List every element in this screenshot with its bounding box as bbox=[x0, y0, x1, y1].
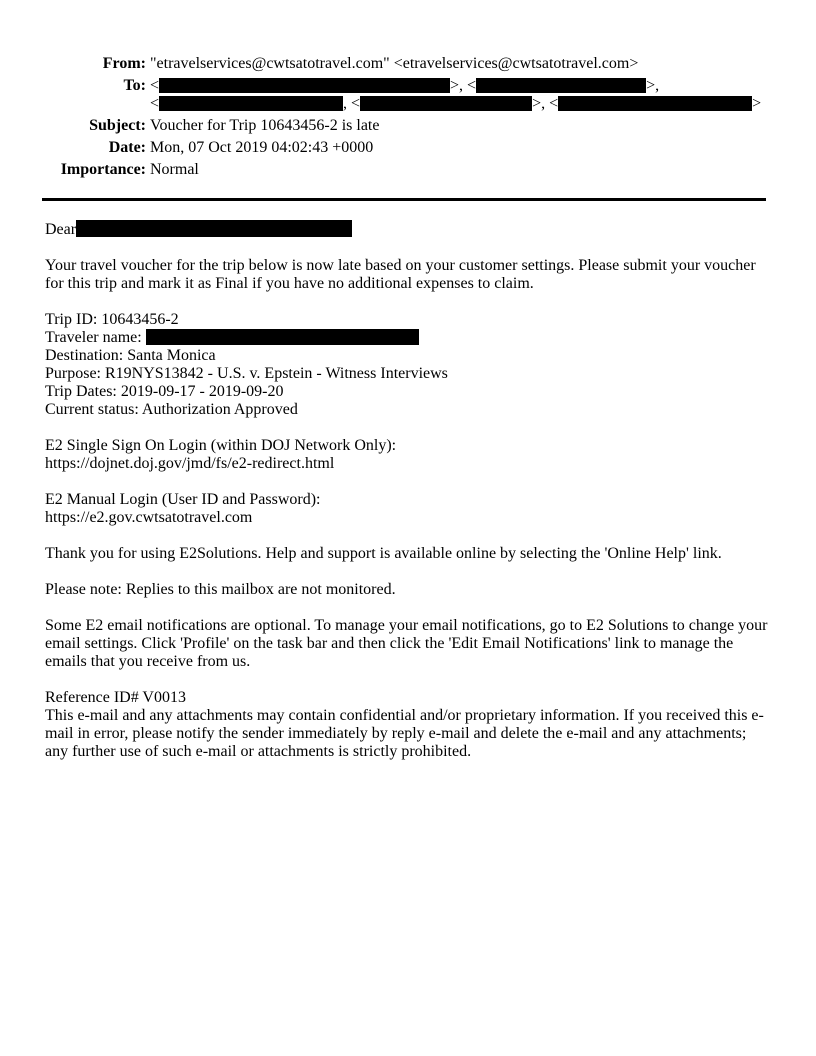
text-segment: >, < bbox=[450, 77, 477, 94]
text-segment: < bbox=[150, 95, 160, 112]
notifications-paragraph: Some E2 email notifications are optional. To manage your email notifications, go to E2 Solutions to change your email settings. Click 'Profile' on the task bar and then click the 'Edit Email Notifications' link to manage the emails that you receive from us. bbox=[45, 617, 768, 670]
date-label: Date: bbox=[108, 139, 146, 156]
greeting bbox=[45, 220, 771, 239]
header-row-to bbox=[40, 77, 816, 113]
thanks-line: Thank you for using E2Solutions. Help and support is available online by selecting the 'Online Help' link. bbox=[45, 545, 722, 562]
date-value: Mon, 07 Oct 2019 04:02:43 +0000 bbox=[150, 139, 374, 156]
disclaimer: This e-mail and any attachments may contain confidential and/or proprietary information. If you received this e- mail in error, please notify the sender immediately by reply e-mail and delete the e-mail and any attachments; any further use of such e-mail or attachments is strictly prohibited. bbox=[45, 707, 764, 760]
redaction-bar bbox=[476, 78, 646, 93]
text-segment: >, < bbox=[532, 95, 559, 112]
trip-dates-line: Trip Dates: 2019-09-17 - 2019-09-20 bbox=[45, 383, 284, 400]
header-row-from bbox=[40, 55, 816, 73]
header-row-importance bbox=[40, 161, 816, 179]
to-recipients-line-2 bbox=[150, 95, 761, 112]
subject-label: Subject: bbox=[89, 117, 146, 134]
current-status-line: Current status: Authorization Approved bbox=[45, 401, 298, 418]
redaction-bar bbox=[76, 220, 352, 237]
redaction-bar bbox=[146, 329, 419, 345]
text-segment: Dear bbox=[45, 221, 77, 238]
redaction-bar bbox=[159, 78, 450, 93]
text-segment: < bbox=[150, 77, 160, 94]
redaction-bar bbox=[558, 96, 752, 111]
subject-value: Voucher for Trip 10643456-2 is late bbox=[150, 117, 380, 134]
text-segment: Traveler name: bbox=[45, 329, 146, 346]
importance-label: Importance: bbox=[60, 161, 146, 178]
note-line: Please note: Replies to this mailbox are not monitored. bbox=[45, 581, 396, 598]
header-divider bbox=[42, 198, 766, 201]
from-value: "etravelservices@cwtsatotravel.com" <etravelservices@cwtsatotravel.com> bbox=[150, 55, 639, 72]
trip-id-line: Trip ID: 10643456-2 bbox=[45, 311, 179, 328]
intro-paragraph: Your travel voucher for the trip below is now late based on your customer settings. Please submit your voucher for this trip and mark it as Final if you have no additional expenses to claim. bbox=[45, 257, 756, 292]
from-label: From: bbox=[102, 55, 146, 72]
to-value bbox=[150, 77, 761, 113]
header-row-date bbox=[40, 139, 816, 157]
redaction-bar bbox=[360, 96, 532, 111]
text-segment: , < bbox=[343, 95, 361, 112]
text-segment: > bbox=[752, 95, 762, 112]
email-header bbox=[40, 0, 816, 179]
importance-value: Normal bbox=[150, 161, 199, 178]
email-body bbox=[45, 220, 771, 761]
redaction-bar bbox=[159, 96, 343, 111]
reference-block bbox=[45, 689, 771, 761]
header-row-subject bbox=[40, 117, 816, 135]
traveler-name-line bbox=[45, 329, 419, 346]
reference-id-line: Reference ID# V0013 bbox=[45, 689, 186, 706]
sso-login-block: E2 Single Sign On Login (within DOJ Network Only): https://dojnet.doj.gov/jmd/fs/e2-redirect.html bbox=[45, 437, 397, 472]
purpose-line: Purpose: R19NYS13842 - U.S. v. Epstein - Witness Interviews bbox=[45, 365, 448, 382]
to-recipients-line-1 bbox=[150, 77, 659, 94]
manual-login-block: E2 Manual Login (User ID and Password): https://e2.gov.cwtsatotravel.com bbox=[45, 491, 321, 526]
text-segment: >, bbox=[646, 77, 660, 94]
destination-line: Destination: Santa Monica bbox=[45, 347, 216, 364]
to-label: To: bbox=[123, 77, 146, 94]
trip-details bbox=[45, 311, 771, 419]
